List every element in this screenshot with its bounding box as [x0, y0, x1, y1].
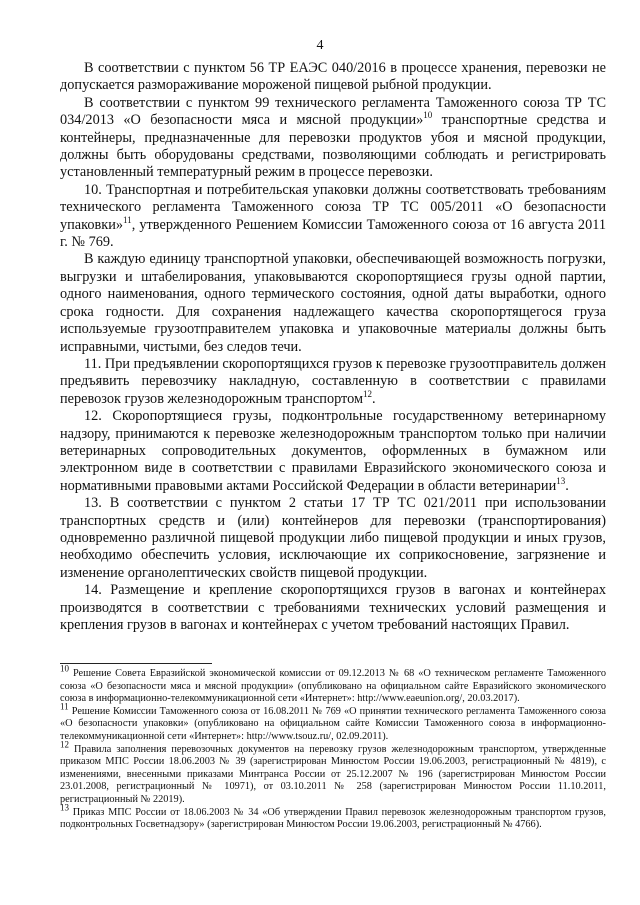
footnote: $^{10}$ Решение Совета Евразийской экономической комиссии от 09.12.2013 № 68 «О техническом регламенте Таможенного союза «О безопасности мяса и мясной продукции» (опубликовано на официальном сайте Евразийского экономического союза в информационно-телекоммуникационной сети «Интернет»: http://www.eaeunion.org/, 20.03.2017).	[60, 663, 606, 705]
paragraph: 12. Скоропортящиеся грузы, подконтрольные государственному ветеринарному надзору, принимаются к перевозке железнодорожным транспортом только при наличии ветеринарных сопроводительных документов, оформленных в бумажном или электронном виде в соответствии с правилами Евразийского экономического союза и нормативными правовыми актами Российской Федерации в области ветеринарии$^{13}$.	[60, 408, 606, 494]
paragraph: В соответствии с пунктом 56 ТР ЕАЭС 040/2016 в процессе хранения, перевозки не допускается размораживание мороженой пищевой рыбной продукции.	[60, 60, 606, 94]
footnote: $^{13}$ Приказ МПС России от 18.06.2003 № 34 «Об утверждении Правил перевозок железнодорожным транспортом грузов, подконтрольных Госветнадзору» (зарегистрирован Минюстом России 19.06.2003, регистрационный № 4766).	[60, 802, 606, 831]
footnote-number: 10	[60, 663, 69, 674]
footnotes	[60, 663, 606, 832]
paragraph: В каждую единицу транспортной упаковки, обеспечивающей возможность погрузки, выгрузки и штабелирования, упаковываются скоропортящиеся грузы одной партии, одного наименования, одного термического состояния, одной даты выработки, одного срока годности. Для сохранения надлежащего качества скоропортящегося груза используемые грузоотправителем упаковка и упаковочные материалы должны быть исправными, чистыми, без следов течи.	[60, 251, 606, 355]
footnote-ref: 11	[123, 214, 132, 225]
main-text	[60, 60, 606, 634]
paragraph: В соответствии с пунктом 99 технического регламента Таможенного союза ТР ТС 034/2013 «О безопасности мяса и мясной продукции»$^{10}$ транспортные средства и контейнеры, предназначенные для перевозки продуктов убоя и мясной продукции, должны быть оборудованы средствами, позволяющими соблюдать и регистрировать установленный температурный режим в процессе перевозки.	[60, 94, 606, 181]
footnote-number: 12	[60, 739, 69, 750]
paragraph: 13. В соответствии с пунктом 2 статьи 17 ТР ТС 021/2011 при использовании транспортных средств и (или) контейнеров для перевозки (транспортирования) одновременно различной пищевой продукции либо пищевой продукции и иных грузов, необходимо обеспечить условия, исключающие их соприкосновение, загрязнение и изменение органолептических свойств пищевой продукции.	[60, 495, 606, 581]
footnote-ref: 13	[556, 475, 566, 486]
footnote-number: 13	[60, 802, 69, 813]
page-number: 4	[316, 38, 324, 53]
footnote-number: 11	[60, 701, 69, 712]
paragraph: 11. При предъявлении скоропортящихся грузов к перевозке грузоотправитель должен предъявить перевозчику накладную, составленную в соответствии с правилами перевозок грузов железнодорожным транспортом$^{12}$.	[60, 355, 606, 407]
footnote-ref: 12	[363, 388, 373, 399]
footnote: $^{11}$ Решение Комиссии Таможенного союза от 16.08.2011 № 769 «О принятии технического регламента Таможенного союза «О безопасности упаковки» (опубликовано на официальном сайте Комиссии Таможенного союза в информационно-телекоммуникационной сети «Интернет»: http://www.tsouz.ru/, 02.09.2011).	[60, 701, 606, 742]
paragraph: 14. Размещение и крепление скоропортящихся грузов в вагонах и контейнерах производятся в соответствии с требованиями технических условий размещения и крепления грузов в вагонах и контейнерах с учетом требований настоящих Правил.	[60, 582, 606, 633]
footnote-ref: 10	[423, 110, 433, 121]
footnote-separator	[60, 663, 212, 664]
footnote: $^{12}$ Правила заполнения перевозочных документов на перевозку грузов железнодорожным транспортом, утвержденные приказом МПС России 18.06.2003 № 39 (зарегистрирован Минюстом России 19.06.2003, регистрационный № 4819), с изменениями, внесенными приказами Минтранса России от 25.12.2007 № 196 (зарегистрирован Минюстом России 23.01.2008, регистрационный № 10971), от 03.10.2011 № 258 (зарегистрирован Минюстом России 11.10.2011, регистрационный № 22019).	[60, 739, 606, 805]
paragraph: 10. Транспортная и потребительская упаковки должны соответствовать требованиям технического регламента Таможенного союза ТР ТС 005/2011 «О безопасности упаковки»$^{11}$, утвержденного Решением Комиссии Таможенного союза от 16 августа 2011 г. № 769.	[60, 181, 606, 251]
